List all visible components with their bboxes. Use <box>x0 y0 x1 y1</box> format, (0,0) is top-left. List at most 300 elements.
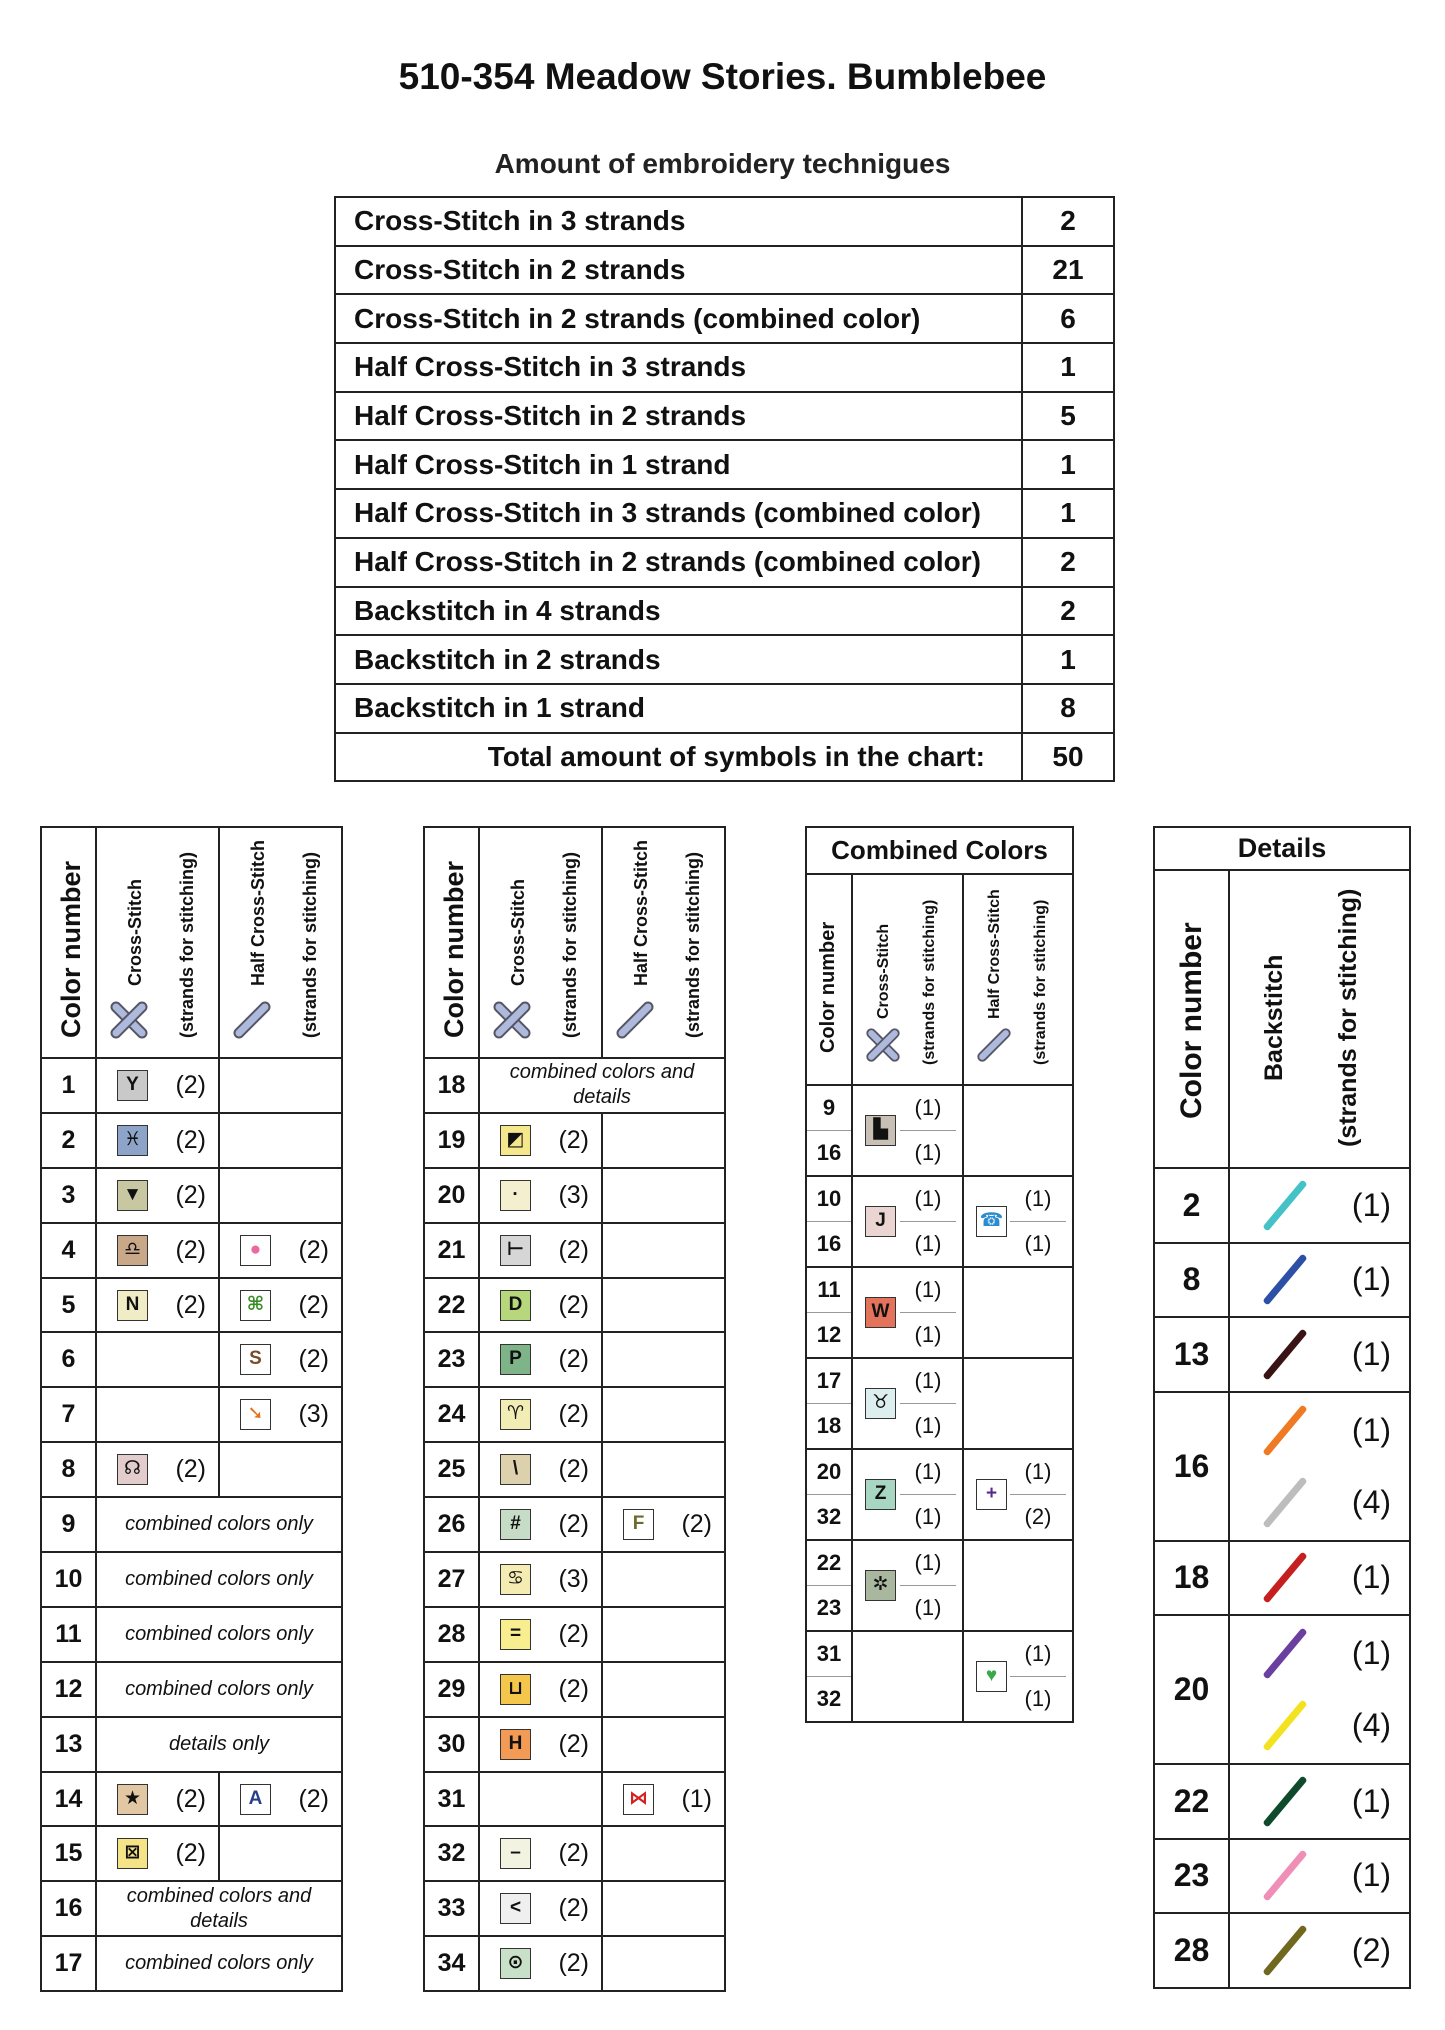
backstitch-line <box>1262 1700 1307 1752</box>
table-row <box>41 1168 342 1223</box>
color-number: 20 <box>816 1459 842 1484</box>
cross-stitch-cell <box>96 1168 219 1223</box>
cross-stitch-symbol: < <box>500 1893 531 1924</box>
cross-stitch-symbol: W <box>865 1297 896 1328</box>
strand-count: (2) <box>175 1455 206 1484</box>
color-number: 32 <box>807 1676 851 1721</box>
column-header-label: (strands for stitching) <box>177 851 197 1038</box>
technique-summary-table <box>334 196 1115 782</box>
strand-count: (2) <box>558 1235 589 1264</box>
table-row <box>424 1223 725 1278</box>
cross-stitch-cell <box>479 1936 602 1991</box>
half-cross-stitch-cell <box>602 1113 725 1168</box>
half-cross-stitch-cell <box>602 1826 725 1881</box>
technique-count: 8 <box>1022 684 1114 733</box>
color-number: 2 <box>1154 1168 1229 1243</box>
strand-count: (2) <box>298 1784 329 1813</box>
technique-count: 1 <box>1022 343 1114 392</box>
combined-row <box>806 1449 1073 1540</box>
cross-stitch-cell <box>479 1662 602 1717</box>
color-number: 20 <box>1154 1615 1229 1764</box>
strand-count: (1) <box>681 1784 712 1813</box>
half-cross-stitch-cell <box>602 1497 725 1552</box>
half-cross-stitch-symbol: ⋈ <box>623 1784 654 1815</box>
strand-count: (2) <box>298 1235 329 1264</box>
color-number: 27 <box>424 1552 479 1607</box>
row-note: combined colors and details <box>96 1881 342 1936</box>
cross-stitch-cell <box>479 1717 602 1772</box>
table-row <box>424 1332 725 1387</box>
color-number: 11 <box>817 1277 841 1302</box>
column-header-label: Half Cross-Stitch <box>631 839 651 986</box>
column-header-label: Cross-Stitch <box>125 878 145 986</box>
color-number: 18 <box>807 1403 851 1448</box>
color-number: 13 <box>1154 1317 1229 1392</box>
summary-row <box>335 684 1114 733</box>
table-row <box>41 1332 342 1387</box>
cross-stitch-cell <box>479 1223 602 1278</box>
technique-count: 2 <box>1022 587 1114 636</box>
backstitch-cell <box>1229 1168 1410 1243</box>
half-cross-stitch-header <box>219 827 342 1058</box>
strand-count: (3) <box>558 1180 589 1209</box>
color-number: 31 <box>816 1641 842 1666</box>
half-cross-stitch-header <box>602 827 725 1058</box>
color-number: 8 <box>1154 1243 1229 1318</box>
backstitch-cell <box>1229 1615 1410 1764</box>
half-cross-stitch-cell <box>602 1442 725 1497</box>
technique-count: 2 <box>1022 538 1114 587</box>
combined-row <box>806 1176 1073 1267</box>
color-number: 6 <box>41 1332 96 1387</box>
page-title: 510-354 Meadow Stories. Bumblebee <box>398 56 1047 97</box>
half-cross-stitch-cell <box>219 1113 342 1168</box>
row-note: combined colors only <box>96 1662 342 1717</box>
strand-count: (1) <box>900 1403 956 1448</box>
technique-count: 1 <box>1022 440 1114 489</box>
table-row <box>41 1058 342 1113</box>
cross-stitch-symbol: ♉ <box>865 1388 896 1419</box>
half-cross-stitch-icon <box>976 1027 1012 1063</box>
strand-count: (2) <box>558 1125 589 1154</box>
cross-stitch-cell <box>479 1442 602 1497</box>
cross-stitch-symbol: ▼ <box>117 1180 148 1211</box>
table-row <box>424 1442 725 1497</box>
color-number: 1 <box>41 1058 96 1113</box>
table-row <box>41 1278 342 1333</box>
column-header-label: (strands for stitching) <box>683 851 703 1038</box>
color-number: 5 <box>41 1278 96 1333</box>
color-number: 31 <box>424 1772 479 1827</box>
cross-stitch-cell <box>96 1058 219 1113</box>
table-row <box>41 1936 342 1991</box>
color-number: 10 <box>41 1552 96 1607</box>
half-cross-stitch-symbol: S <box>240 1344 271 1375</box>
color-number: 9 <box>41 1497 96 1552</box>
cross-stitch-header <box>852 874 963 1085</box>
color-number: 32 <box>807 1494 851 1539</box>
strand-count: (2) <box>1010 1494 1066 1539</box>
color-number: 11 <box>41 1607 96 1662</box>
color-number: 30 <box>424 1717 479 1772</box>
column-header-label: (strands for stitching) <box>1334 888 1362 1147</box>
cross-stitch-cell <box>96 1278 219 1333</box>
cross-stitch-cell <box>852 1176 963 1267</box>
half-cross-stitch-symbol: A <box>240 1784 271 1815</box>
half-cross-stitch-cell <box>602 1223 725 1278</box>
color-key-table-2 <box>423 826 726 1992</box>
details-row <box>1154 1541 1410 1616</box>
table-row <box>41 1223 342 1278</box>
color-number: 18 <box>424 1058 479 1113</box>
strand-count: (1) <box>900 1494 956 1539</box>
cross-stitch-cell <box>96 1442 219 1497</box>
half-cross-stitch-cell <box>602 1332 725 1387</box>
column-header-label: Cross-Stitch <box>875 923 892 1019</box>
color-number: 25 <box>424 1442 479 1497</box>
details-row <box>1154 1764 1410 1839</box>
color-number: 9 <box>822 1095 836 1120</box>
color-number: 13 <box>41 1717 96 1772</box>
technique-label: Cross-Stitch in 2 strands (combined color) <box>335 294 1022 343</box>
color-numbers <box>806 1267 852 1358</box>
strand-count: (4) <box>1351 1483 1392 1520</box>
column-header-label: (strands for stitching) <box>300 851 320 1038</box>
strand-count: (2) <box>558 1894 589 1923</box>
strand-count: (1) <box>1351 1635 1392 1671</box>
half-cross-stitch-cell <box>963 1358 1073 1449</box>
cross-stitch-icon <box>109 1000 149 1040</box>
color-number: 22 <box>424 1278 479 1333</box>
cross-stitch-symbol: ♓ <box>117 1125 148 1156</box>
summary-row <box>335 489 1114 538</box>
header-row <box>806 874 1073 1085</box>
cross-stitch-symbol: ★ <box>117 1784 148 1815</box>
table-row <box>424 1772 725 1827</box>
column-header-label: Half Cross-Stitch <box>248 839 268 986</box>
summary-row <box>335 635 1114 684</box>
column-header-label: Color number <box>817 921 839 1053</box>
color-number: 4 <box>41 1223 96 1278</box>
backstitch-cell <box>1229 1764 1410 1839</box>
color-number: 22 <box>1154 1764 1229 1839</box>
cross-stitch-cell <box>479 1387 602 1442</box>
color-numbers <box>806 1631 852 1722</box>
row-note: combined colors only <box>96 1497 342 1552</box>
cross-stitch-symbol: Z <box>865 1479 896 1510</box>
cross-stitch-cell <box>96 1826 219 1881</box>
strand-count: (1) <box>900 1130 956 1175</box>
backstitch-line <box>1262 1179 1307 1231</box>
column-header-label: (strands for stitching) <box>560 851 580 1038</box>
strand-count: (3) <box>558 1564 589 1593</box>
details-row <box>1154 1317 1410 1392</box>
table-row <box>424 1936 725 1991</box>
table-row <box>424 1881 725 1936</box>
backstitch-header <box>1229 870 1410 1168</box>
half-cross-stitch-symbol: + <box>976 1479 1007 1510</box>
color-number: 3 <box>41 1168 96 1223</box>
strand-count: (1) <box>1010 1676 1066 1721</box>
color-number-header <box>424 827 479 1058</box>
strand-count: (1) <box>1351 1411 1392 1448</box>
technique-count: 6 <box>1022 294 1114 343</box>
table-row <box>41 1607 342 1662</box>
strand-count: (1) <box>900 1221 956 1266</box>
cross-stitch-cell <box>96 1332 219 1387</box>
color-number: 14 <box>41 1772 96 1827</box>
cross-stitch-symbol: ◩ <box>500 1125 531 1156</box>
half-cross-stitch-cell <box>602 1552 725 1607</box>
color-number: 2 <box>41 1113 96 1168</box>
strand-count: (1) <box>1351 1782 1392 1819</box>
strand-count: (1) <box>914 1550 942 1575</box>
technique-label: Half Cross-Stitch in 2 strands (combined color) <box>335 538 1022 587</box>
technique-label: Backstitch in 1 strand <box>335 684 1022 733</box>
backstitch-cell <box>1229 1392 1410 1541</box>
color-number-header <box>1154 870 1229 1168</box>
color-number: 18 <box>1154 1541 1229 1616</box>
cross-stitch-symbol: = <box>500 1619 531 1650</box>
color-key-table-1 <box>40 826 343 1992</box>
strand-count: (2) <box>175 1235 206 1264</box>
summary-heading: Amount of embroidery technigues <box>494 148 951 179</box>
cross-stitch-cell <box>479 1881 602 1936</box>
color-number: 16 <box>41 1881 96 1936</box>
details-row <box>1154 1839 1410 1914</box>
cross-stitch-symbol: \ <box>500 1454 531 1485</box>
combined-row <box>806 1358 1073 1449</box>
combined-row <box>806 1085 1073 1176</box>
half-cross-stitch-symbol: ♥ <box>976 1661 1007 1692</box>
cross-stitch-cell <box>96 1772 219 1827</box>
cross-stitch-symbol: – <box>500 1838 531 1869</box>
half-cross-stitch-icon <box>615 1000 655 1040</box>
strand-count: (3) <box>298 1400 329 1429</box>
half-cross-stitch-icon <box>232 1000 272 1040</box>
color-number: 29 <box>424 1662 479 1717</box>
header-row <box>41 827 342 1058</box>
strand-count: (2) <box>558 1400 589 1429</box>
color-number: 17 <box>816 1368 842 1393</box>
table-row <box>41 1442 342 1497</box>
cross-stitch-symbol: ▙ <box>865 1115 896 1146</box>
header-row <box>1154 870 1410 1168</box>
strand-count: (1) <box>900 1312 956 1357</box>
backstitch-cell <box>1229 1541 1410 1616</box>
cross-stitch-cell <box>479 1826 602 1881</box>
cross-stitch-symbol: ⊠ <box>117 1838 148 1869</box>
summary-row <box>335 587 1114 636</box>
color-number-header <box>806 874 852 1085</box>
strand-count: (1) <box>1024 1459 1052 1484</box>
row-note: combined colors only <box>96 1607 342 1662</box>
cross-stitch-cell <box>479 1772 602 1827</box>
half-cross-stitch-cell <box>602 1881 725 1936</box>
strand-count: (1) <box>914 1459 942 1484</box>
technique-count: 1 <box>1022 489 1114 538</box>
half-cross-stitch-cell <box>602 1717 725 1772</box>
total-value: 50 <box>1022 733 1114 782</box>
combined-colors-table <box>805 826 1074 1723</box>
summary-row <box>335 343 1114 392</box>
color-number: 28 <box>424 1607 479 1662</box>
summary-row <box>335 392 1114 441</box>
color-number: 23 <box>424 1332 479 1387</box>
table-row <box>41 1826 342 1881</box>
table-row <box>424 1497 725 1552</box>
half-cross-stitch-cell <box>963 1449 1073 1540</box>
strand-count: (4) <box>1351 1707 1392 1743</box>
cross-stitch-icon <box>865 1027 901 1063</box>
table-row <box>41 1717 342 1772</box>
backstitch-line <box>1262 1476 1307 1528</box>
strand-count: (1) <box>1010 1221 1066 1266</box>
cross-stitch-symbol: ✲ <box>865 1570 896 1601</box>
cross-stitch-cell <box>96 1387 219 1442</box>
backstitch-cell <box>1229 1317 1410 1392</box>
half-cross-stitch-symbol: ☎ <box>976 1206 1007 1237</box>
column-header-label: Color number <box>1175 922 1208 1119</box>
half-cross-stitch-cell <box>219 1168 342 1223</box>
color-numbers <box>806 1176 852 1267</box>
technique-label: Half Cross-Stitch in 3 strands <box>335 343 1022 392</box>
strand-count: (2) <box>175 1290 206 1319</box>
strand-count: (1) <box>900 1585 956 1630</box>
cross-stitch-cell <box>479 1168 602 1223</box>
cross-stitch-cell <box>479 1278 602 1333</box>
technique-label: Cross-Stitch in 3 strands <box>335 197 1022 246</box>
strand-count: (1) <box>1351 1559 1392 1596</box>
table-row <box>41 1881 342 1936</box>
color-number: 24 <box>424 1387 479 1442</box>
cross-stitch-symbol: ⊙ <box>500 1948 531 1979</box>
color-number: 20 <box>424 1168 479 1223</box>
half-cross-stitch-cell <box>602 1607 725 1662</box>
strand-count: (2) <box>558 1729 589 1758</box>
color-number: 21 <box>424 1223 479 1278</box>
column-header-label: (strands for stitching) <box>1032 899 1049 1065</box>
total-label: Total amount of symbols in the chart: <box>335 733 1022 782</box>
details-row <box>1154 1913 1410 1988</box>
technique-label: Backstitch in 4 strands <box>335 587 1022 636</box>
table-row <box>41 1662 342 1717</box>
technique-count: 2 <box>1022 197 1114 246</box>
color-number-header <box>41 827 96 1058</box>
half-cross-stitch-cell <box>219 1387 342 1442</box>
strand-count: (1) <box>914 1095 942 1120</box>
cross-stitch-symbol: D <box>500 1290 531 1321</box>
backstitch-cell <box>1229 1839 1410 1914</box>
color-number: 23 <box>807 1585 851 1630</box>
table-row <box>424 1662 725 1717</box>
cross-stitch-icon <box>492 1000 532 1040</box>
technique-count: 21 <box>1022 246 1114 295</box>
summary-row <box>335 246 1114 295</box>
strand-count: (1) <box>914 1368 942 1393</box>
row-note: combined colors only <box>96 1552 342 1607</box>
row-note: combined colors only <box>96 1936 342 1991</box>
half-cross-stitch-cell <box>602 1936 725 1991</box>
backstitch-line <box>1262 1404 1307 1456</box>
row-note: combined colors and details <box>479 1058 725 1113</box>
cross-stitch-cell <box>852 1540 963 1631</box>
strand-count: (2) <box>175 1784 206 1813</box>
cross-stitch-cell <box>479 1497 602 1552</box>
details-title: Details <box>1154 827 1410 870</box>
strand-count: (2) <box>558 1674 589 1703</box>
backstitch-line <box>1262 1775 1307 1827</box>
color-number: 12 <box>41 1662 96 1717</box>
cross-stitch-cell <box>479 1552 602 1607</box>
color-numbers <box>806 1540 852 1631</box>
header-row <box>424 827 725 1058</box>
half-cross-stitch-cell <box>602 1278 725 1333</box>
table-row <box>424 1826 725 1881</box>
cross-stitch-symbol: Y <box>117 1070 148 1101</box>
technique-label: Half Cross-Stitch in 2 strands <box>335 392 1022 441</box>
strand-count: (1) <box>1351 1857 1392 1894</box>
cross-stitch-header <box>96 827 219 1058</box>
strand-count: (1) <box>914 1277 942 1302</box>
technique-label: Half Cross-Stitch in 3 strands (combined color) <box>335 489 1022 538</box>
color-numbers <box>806 1085 852 1176</box>
table-row <box>41 1387 342 1442</box>
summary-row <box>335 440 1114 489</box>
cross-stitch-symbol: P <box>500 1344 531 1375</box>
cross-stitch-header <box>479 827 602 1058</box>
combined-row <box>806 1540 1073 1631</box>
strand-count: (2) <box>558 1839 589 1868</box>
cross-stitch-symbol: · <box>500 1180 531 1211</box>
table-row <box>424 1278 725 1333</box>
strand-count: (2) <box>558 1455 589 1484</box>
backstitch-line <box>1262 1552 1307 1604</box>
color-number: 32 <box>424 1826 479 1881</box>
cross-stitch-symbol: ☊ <box>117 1454 148 1485</box>
backstitch-cell <box>1229 1913 1410 1988</box>
strand-count: (2) <box>175 1070 206 1099</box>
cross-stitch-cell <box>479 1607 602 1662</box>
color-number: 17 <box>41 1936 96 1991</box>
strand-count: (2) <box>558 1510 589 1539</box>
table-row <box>424 1058 725 1113</box>
backstitch-line <box>1262 1254 1307 1306</box>
summary-row <box>335 538 1114 587</box>
strand-count: (2) <box>558 1949 589 1978</box>
strand-count: (1) <box>1024 1186 1052 1211</box>
column-header-label: Color number <box>56 860 86 1038</box>
color-number: 22 <box>816 1550 842 1575</box>
cross-stitch-cell <box>852 1267 963 1358</box>
cross-stitch-cell <box>479 1113 602 1168</box>
table-row <box>424 1552 725 1607</box>
half-cross-stitch-symbol: F <box>623 1509 654 1540</box>
cross-stitch-symbol: ♎ <box>117 1235 148 1266</box>
column-header-label: Color number <box>439 860 469 1038</box>
column-header-label: Cross-Stitch <box>508 878 528 986</box>
table-row <box>41 1552 342 1607</box>
strand-count: (2) <box>175 1839 206 1868</box>
table-row <box>41 1497 342 1552</box>
half-cross-stitch-cell <box>602 1387 725 1442</box>
cross-stitch-symbol: N <box>117 1290 148 1321</box>
details-row <box>1154 1168 1410 1243</box>
color-number: 15 <box>41 1826 96 1881</box>
cross-stitch-cell <box>96 1113 219 1168</box>
cross-stitch-cell <box>479 1332 602 1387</box>
half-cross-stitch-cell <box>963 1540 1073 1631</box>
